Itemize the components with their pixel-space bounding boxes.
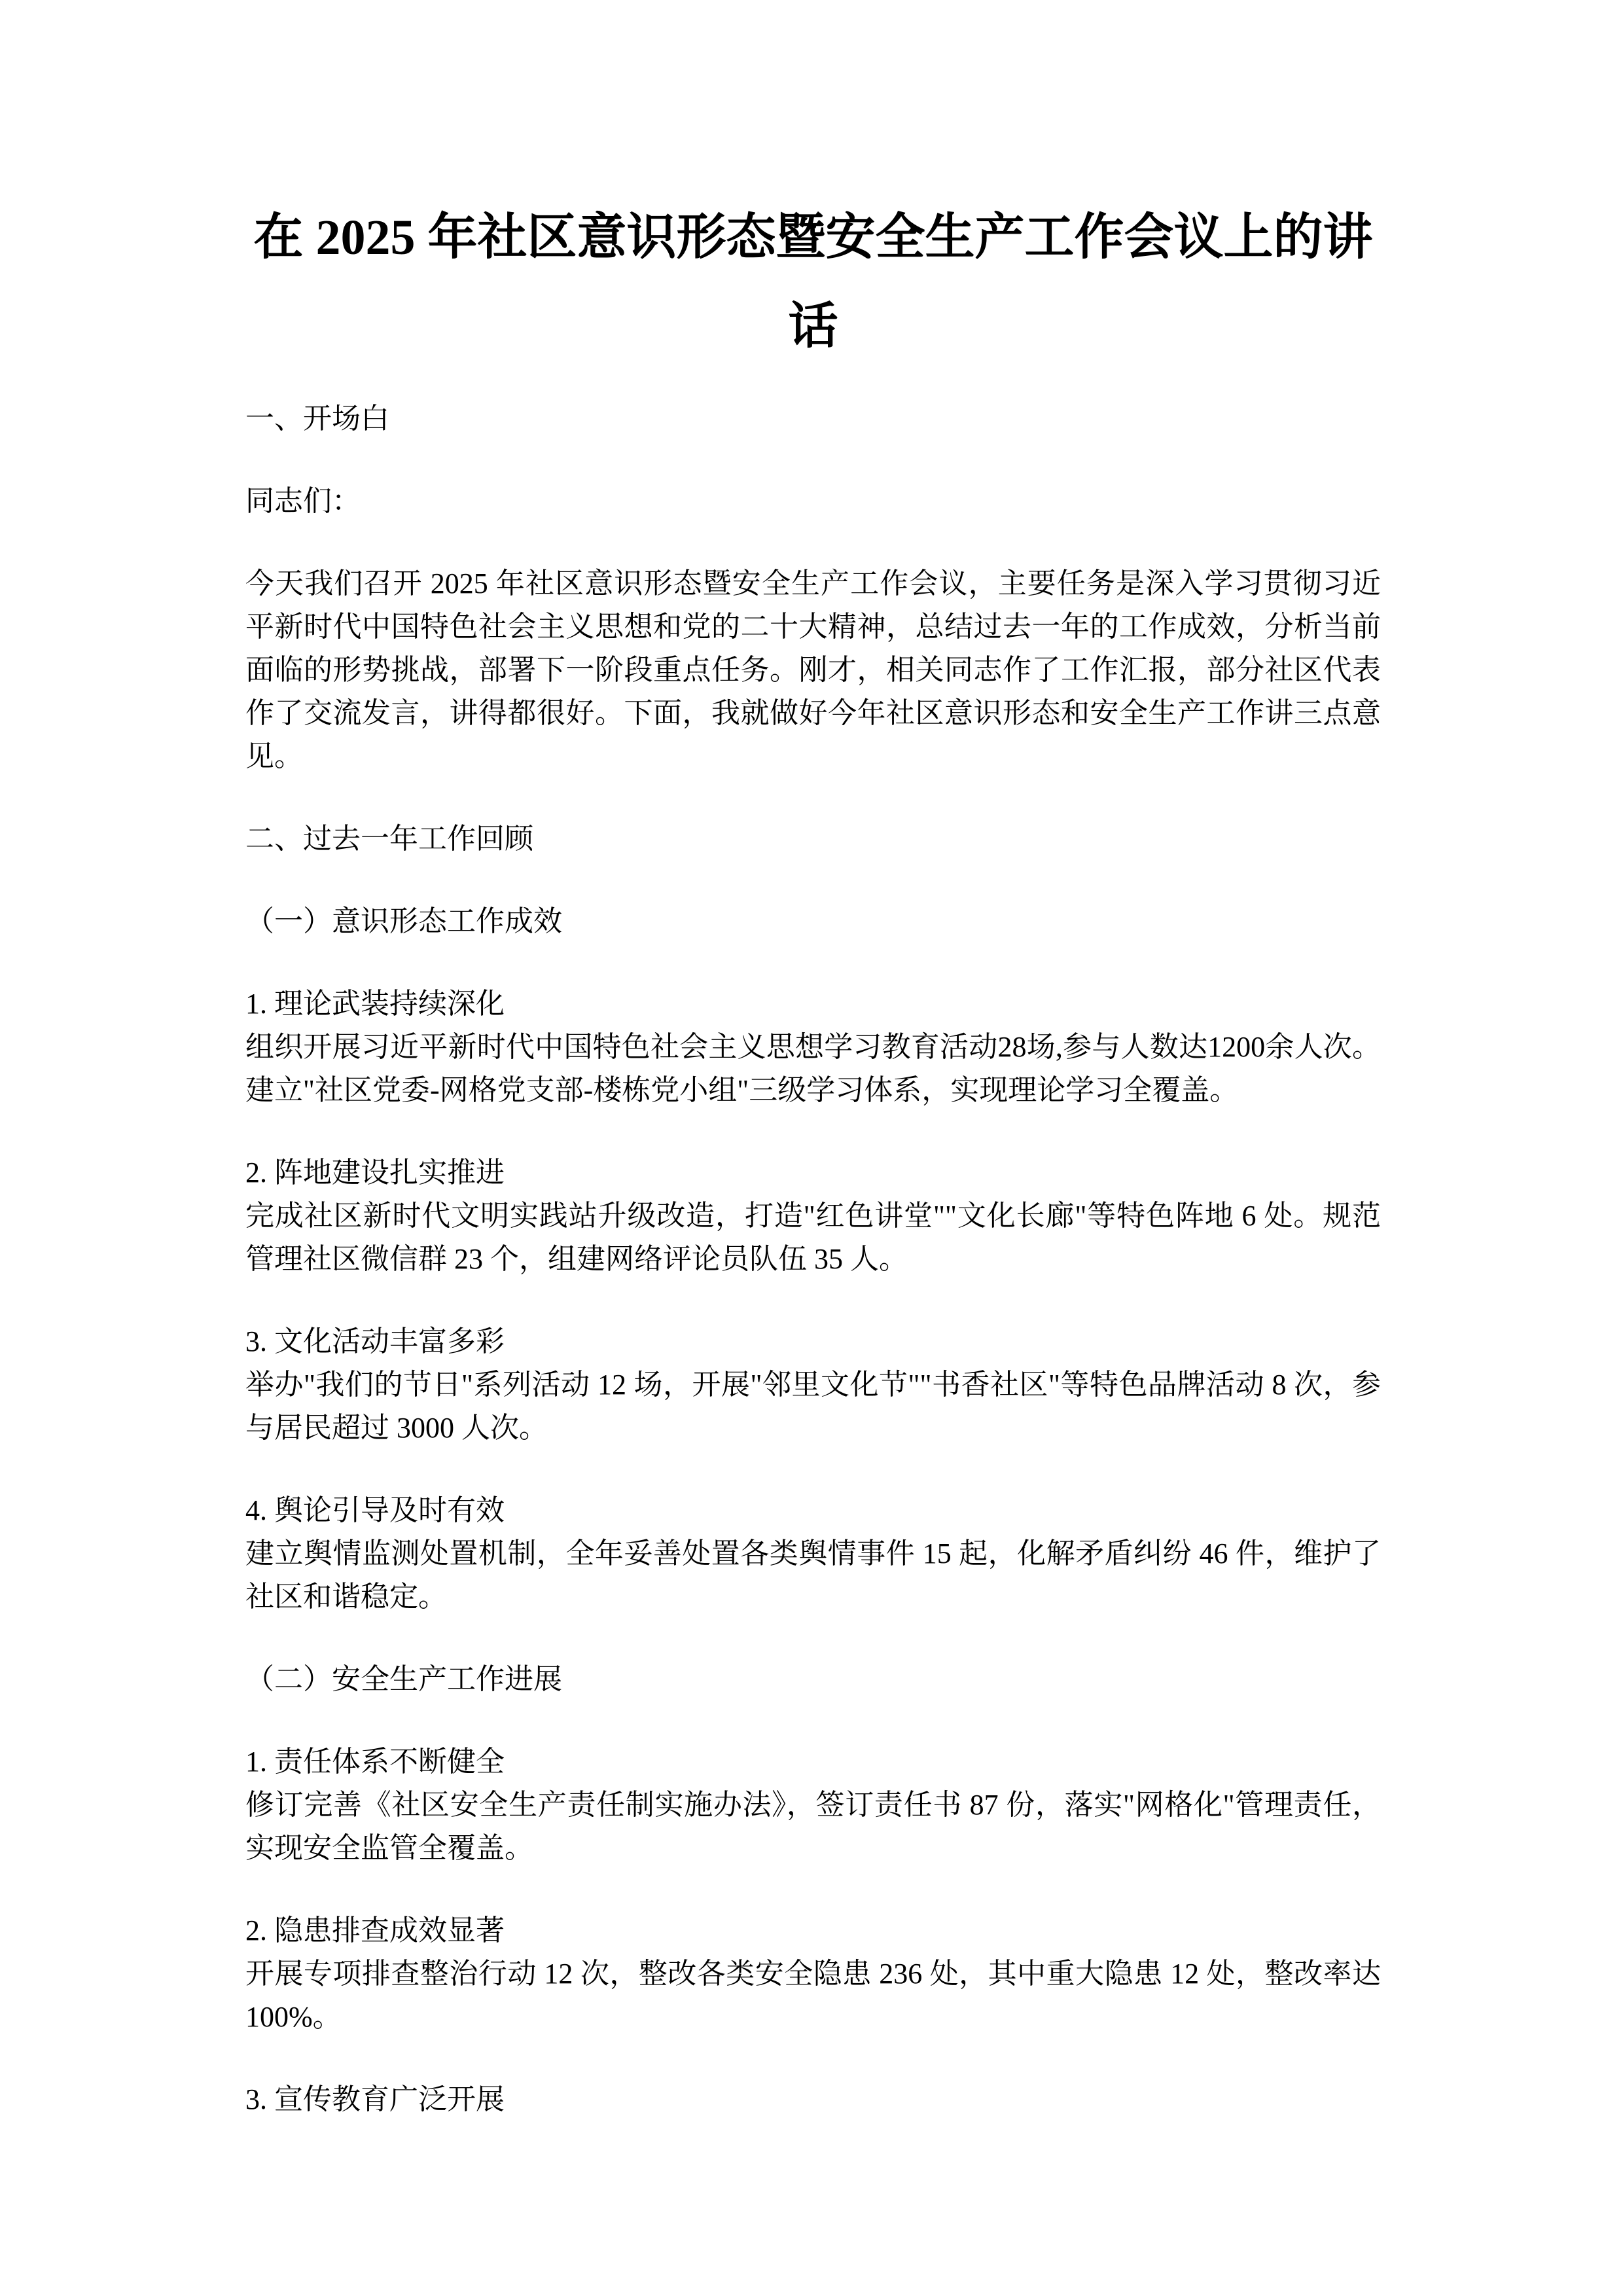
- item-heading: 3. 宣传教育广泛开展: [245, 2083, 505, 2115]
- subsection-heading: （二）安全生产工作进展: [245, 1663, 562, 1695]
- numbered-item: [245, 1489, 1381, 1619]
- item-paragraph: 完成社区新时代文明实践站升级改造，打造"红色讲堂""文化长廊"等特色阵地 6 处。规范管理社区微信群 23 个，组建网络评论员队伍 35 人。: [245, 1200, 1381, 1275]
- intro-paragraph: 今天我们召开 2025 年社区意识形态暨安全生产工作会议，主要任务是深入学习贯彻习近平新时代中国特色社会主义思想和党的二十大精神，总结过去一年的工作成效，分析当前面临的形势挑战，部署下一阶段重点任务。刚才，相关同志作了工作汇报，部分社区代表作了交流发言，讲得都很好。下面，我就做好今年社区意识形态和安全生产工作讲三点意见。: [245, 567, 1381, 772]
- item-heading: 1. 责任体系不断健全: [245, 1746, 505, 1778]
- item-heading: 1. 理论武装持续深化: [245, 988, 505, 1020]
- numbered-item: [245, 2078, 1381, 2121]
- item-paragraph: 建立舆情监测处置机制，全年妥善处置各类舆情事件 15 起，化解矛盾纠纷 46 件，维护了社区和谐稳定。: [245, 1537, 1381, 1613]
- item-heading: 3. 文化活动丰富多彩: [245, 1325, 505, 1357]
- salutation-paragraph: 同志们：: [245, 485, 361, 517]
- subsection-heading: （一）意识形态工作成效: [245, 905, 562, 937]
- numbered-item: [245, 982, 1381, 1112]
- item-heading: 2. 隐患排查成效显著: [245, 1914, 505, 1946]
- section-heading: 二、过去一年工作回顾: [245, 823, 533, 855]
- item-paragraph: 开展专项排查整治行动 12 次，整改各类安全隐患 236 处，其中重大隐患 12 处，整改率达 100%。: [245, 1958, 1381, 2033]
- numbered-item: [245, 1909, 1381, 2039]
- numbered-item: [245, 1740, 1381, 1870]
- item-heading: 2. 阵地建设扎实推进: [245, 1157, 505, 1189]
- item-paragraph: 举办"我们的节日"系列活动 12 场，开展"邻里文化节""书香社区"等特色品牌活动 8 次，参与居民超过 3000 人次。: [245, 1369, 1381, 1444]
- numbered-item: [245, 1151, 1381, 1281]
- document-title: 在 2025 年社区意识形态暨安全生产工作会议上的讲话: [253, 210, 1373, 354]
- item-heading: 4. 舆论引导及时有效: [245, 1494, 505, 1526]
- item-paragraph: 组织开展习近平新时代中国特色社会主义思想学习教育活动28场,参与人数达1200余人次。建立"社区党委-网格党支部-楼栋党小组"三级学习体系，实现理论学习全覆盖。: [245, 1031, 1381, 1106]
- section-heading: 一、开场白: [245, 403, 389, 435]
- numbered-item: [245, 1320, 1381, 1450]
- item-paragraph: 修订完善《社区安全生产责任制实施办法》，签订责任书 87 份，落实"网格化"管理责任，实现安全监管全覆盖。: [245, 1789, 1381, 1864]
